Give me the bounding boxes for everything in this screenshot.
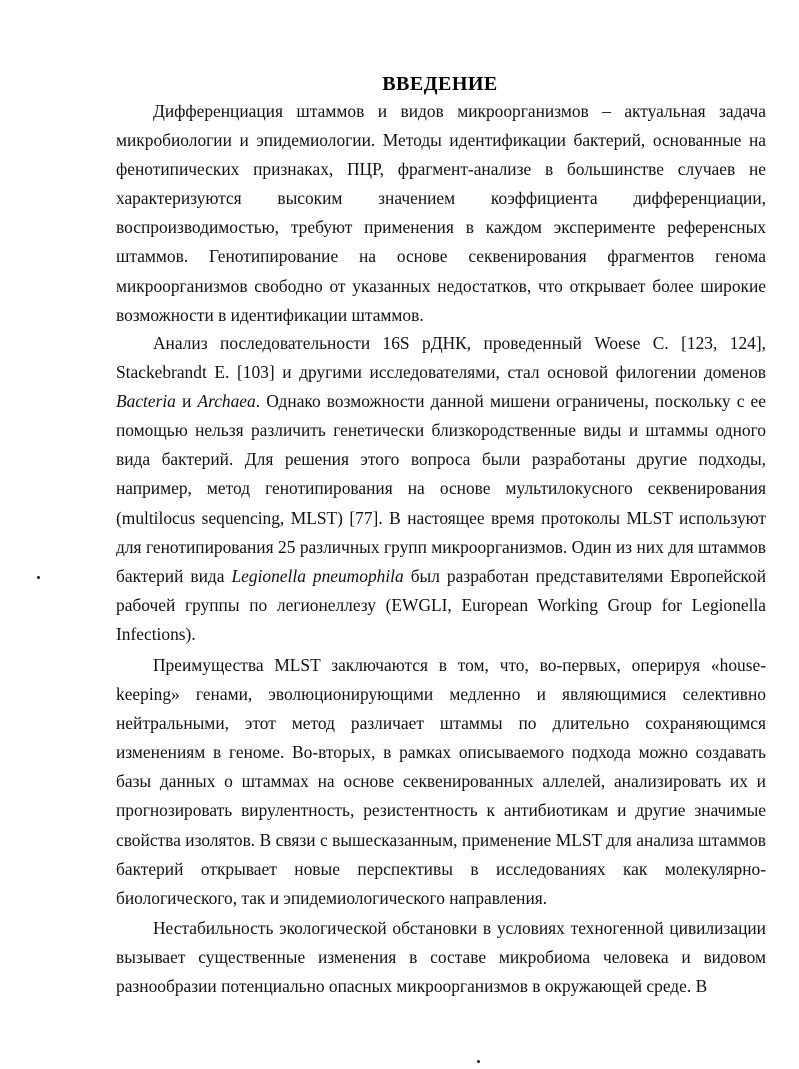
italic-term-bacteria: Bacteria: [116, 391, 176, 412]
paragraph-mlst: [116, 651, 766, 913]
page-title: ВВЕДЕНИЕ: [382, 73, 498, 95]
text-segment: Нестабильность экологической обстановки в условиях техногенной цивилизации вызывает существенные изменения в составе микробиома человека и видовом разнообразии потенциально опасных микроорганизмов в окружающей среде. В: [116, 918, 766, 997]
paragraph-rdna: [116, 329, 766, 649]
text-segment: и: [175, 391, 198, 412]
scan-speck: [477, 1060, 480, 1063]
paragraph-intro: [116, 97, 766, 330]
text-segment: . Однако возможности данной мишени ограничены, поскольку с ее помощью нельзя различить генетически близкородственные виды и штаммы одного вида бактерий. Для решения этого вопроса были разработаны другие подходы, например, метод генотипирования на основе мультилокусного секвенирования (multilocus sequencing, MLST) [77]. В настоящее время протоколы MLST используют для генотипирования 25 различных групп микроорганизмов. Один из них для штаммов бактерий вида: [116, 391, 766, 586]
scan-speck: [37, 576, 40, 579]
paragraph-ecology: [116, 914, 766, 1001]
text-segment: Дифференциация штаммов и видов микроорганизмов – актуальная задача микробиологии и эпидемиологии. Методы идентификации бактерий, основанные на фенотипических признаках, ПЦР, фрагмент-анализе в большинстве случаев не характеризуются высоким значением коэффициента дифференциации, воспроизводимостью, требуют применения в каждом эксперименте референсных штаммов. Генотипирование на основе секвенирования фрагментов генома микроорганизмов свободно от указанных недостатков, что открывает более широкие возможности в идентификации штаммов.: [116, 101, 766, 325]
text-segment: был разработан представителями Европейской рабочей группы по легионеллезу (EWGLI, European Working Group for Legionella Infections).: [116, 565, 767, 644]
text-segment: Преимущества MLST заключаются в том, что, во-первых, оперируя «house-keeping» генами, эволюционирующими медленно и являющимися селективно нейтральными, этот метод различает штаммы по длительно сохраняющимся изменениям в геноме. Во-вторых, в рамках описываемого подхода можно создавать базы данных о штаммах на основе секвенированных аллелей, анализировать их и прогнозировать вирулентность, резистентность к антибиотикам и другие значимые свойства изолятов. В связи с вышесказанным, применение MLST для анализа штаммов бактерий открывает новые перспективы в исследованиях как молекулярно-биологического, так и эпидемиологического направления.: [116, 655, 766, 908]
italic-term-legionella: Legionella pneumophila: [231, 565, 404, 586]
text-segment: Анализ последовательности 16S рДНК, проведенный Woese C. [123, 124], Stackebrandt E. [103] и другими исследователями, стал основой филогении доменов: [116, 333, 766, 383]
italic-term-archaea: Archaea: [197, 391, 256, 412]
